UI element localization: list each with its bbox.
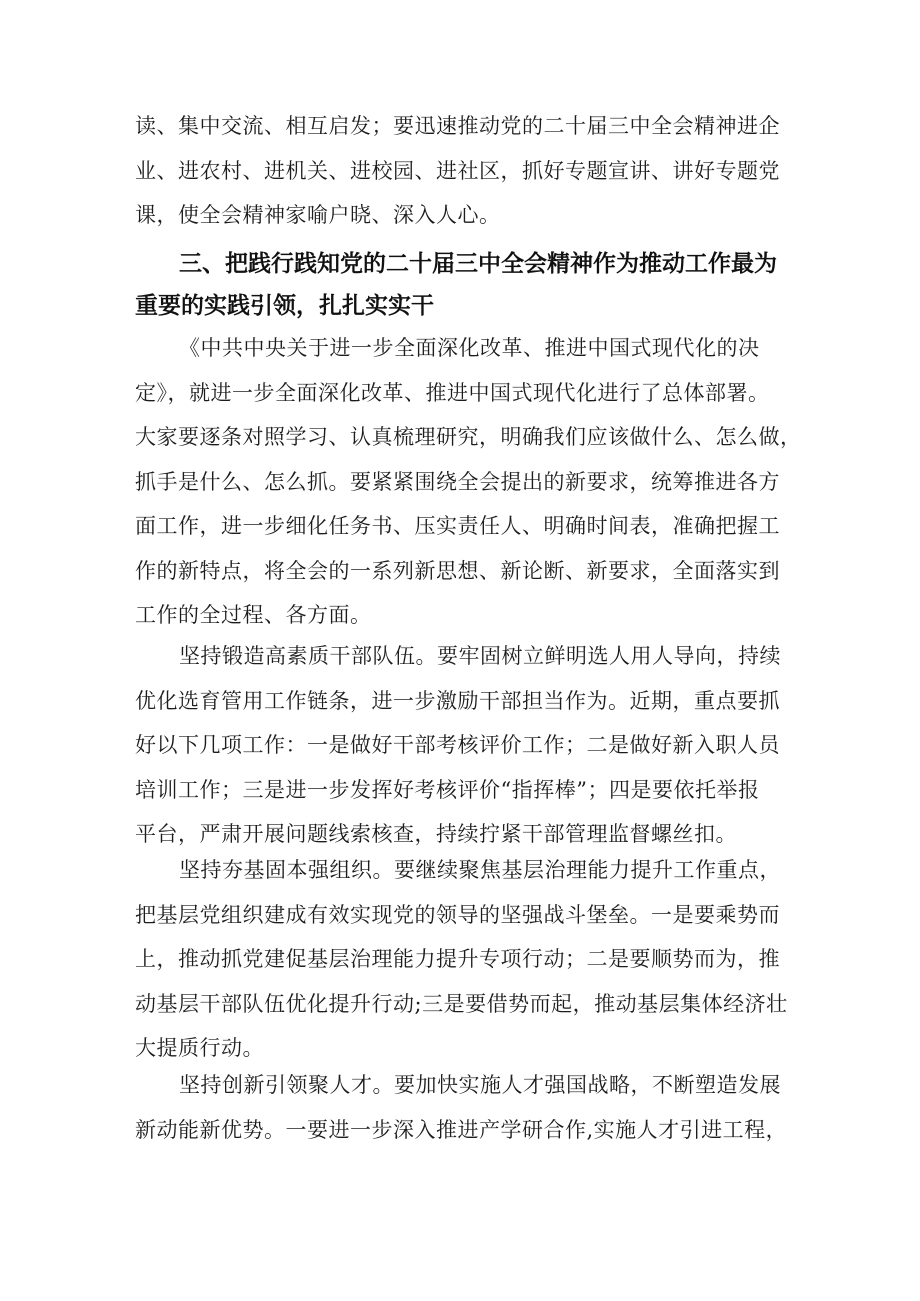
paragraph-1-line-6: 作的新特点，将全会的一系列新思想、新论断、新要求，全面落实到 — [135, 558, 780, 583]
paragraph-3-line-3: 上，推动抓党建促基层治理能力提升专项行动；二是要顺势而为，推 — [135, 947, 780, 971]
paragraph-1-line-2: 定》，就进一步全面深化改革、推进中国式现代化进行了总体部署。 — [135, 380, 770, 405]
intro-line-2: 业、进农村、进机关、进校园、进社区，抓好专题宣讲、讲好专题党 — [135, 158, 780, 183]
paragraph-2-line-2: 优化选育管用工作链条，进一步激励干部担当作为。近期，重点要抓 — [135, 688, 780, 713]
paragraph-1-line-3: 大家要逐条对照学习、认真梳理研究，明确我们应该做什么、怎么做， — [135, 425, 802, 449]
paragraph-3-line-4: 动基层干部队伍优化提升行动;三是要借势而起，推动基层集体经济壮 — [135, 991, 788, 1016]
paragraph-1-line-7: 工作的全过程、各方面。 — [135, 603, 372, 627]
paragraph-2-line-5: 平台，严肃开展问题线索核查，持续拧紧干部管理监督螺丝扣。 — [135, 822, 737, 846]
paragraph-2-line-3: 好以下几项工作：一是做好干部考核评价工作；二是做好新入职人员 — [135, 733, 780, 757]
paragraph-3-line-2: 把基层党组织建成有效实现党的领导的坚强战斗堡垒。一是要乘势而 — [135, 902, 780, 927]
paragraph-2-line-1: 坚持锻造高素质干部队伍。要牢固树立鲜明选人用人导向，持续 — [179, 644, 781, 668]
paragraph-3-line-5: 大提质行动。 — [135, 1036, 264, 1060]
paragraph-2-line-4: 培训工作；三是进一步发挥好考核评价“指挥棒”；四是要依托举报 — [135, 777, 760, 802]
paragraph-4-line-2: 新动能新优势。一要进一步深入推进产学研合作,实施人才引进工程， — [135, 1117, 788, 1142]
intro-line-1: 读、集中交流、相互启发；要迅速推动党的二十届三中全会精神进企 — [135, 114, 780, 138]
paragraph-2 — [135, 634, 790, 857]
section-heading-line-2: 重要的实践引领，扎扎实实干 — [135, 293, 434, 319]
paragraph-1-line-1: 《中共中央关于进一步全面深化改革、推进中国式现代化的决 — [179, 336, 760, 360]
intro-paragraph — [135, 104, 790, 238]
paragraph-1-line-5: 面工作，进一步细化任务书、压实责任人、明确时间表，准确把握工 — [135, 514, 780, 538]
paragraph-4 — [135, 1063, 790, 1152]
paragraph-3-line-1: 坚持夯基固本强组织。要继续聚焦基层治理能力提升工作重点， — [179, 858, 781, 882]
section-heading-line-1: 三、把践行践知党的二十届三中全会精神作为推动工作最为 — [179, 251, 777, 277]
paragraph-4-line-1: 坚持创新引领聚人才。要加快实施人才强国战略，不断塑造发展 — [179, 1073, 781, 1097]
paragraph-1-line-4: 抓手是什么、怎么抓。要紧紧围绕全会提出的新要求，统筹推进各方 — [135, 469, 780, 494]
paragraph-3 — [135, 848, 790, 1071]
section-heading — [135, 243, 790, 327]
paragraph-1 — [135, 326, 802, 638]
intro-line-3: 课，使全会精神家喻户晓、深入人心。 — [135, 203, 501, 227]
